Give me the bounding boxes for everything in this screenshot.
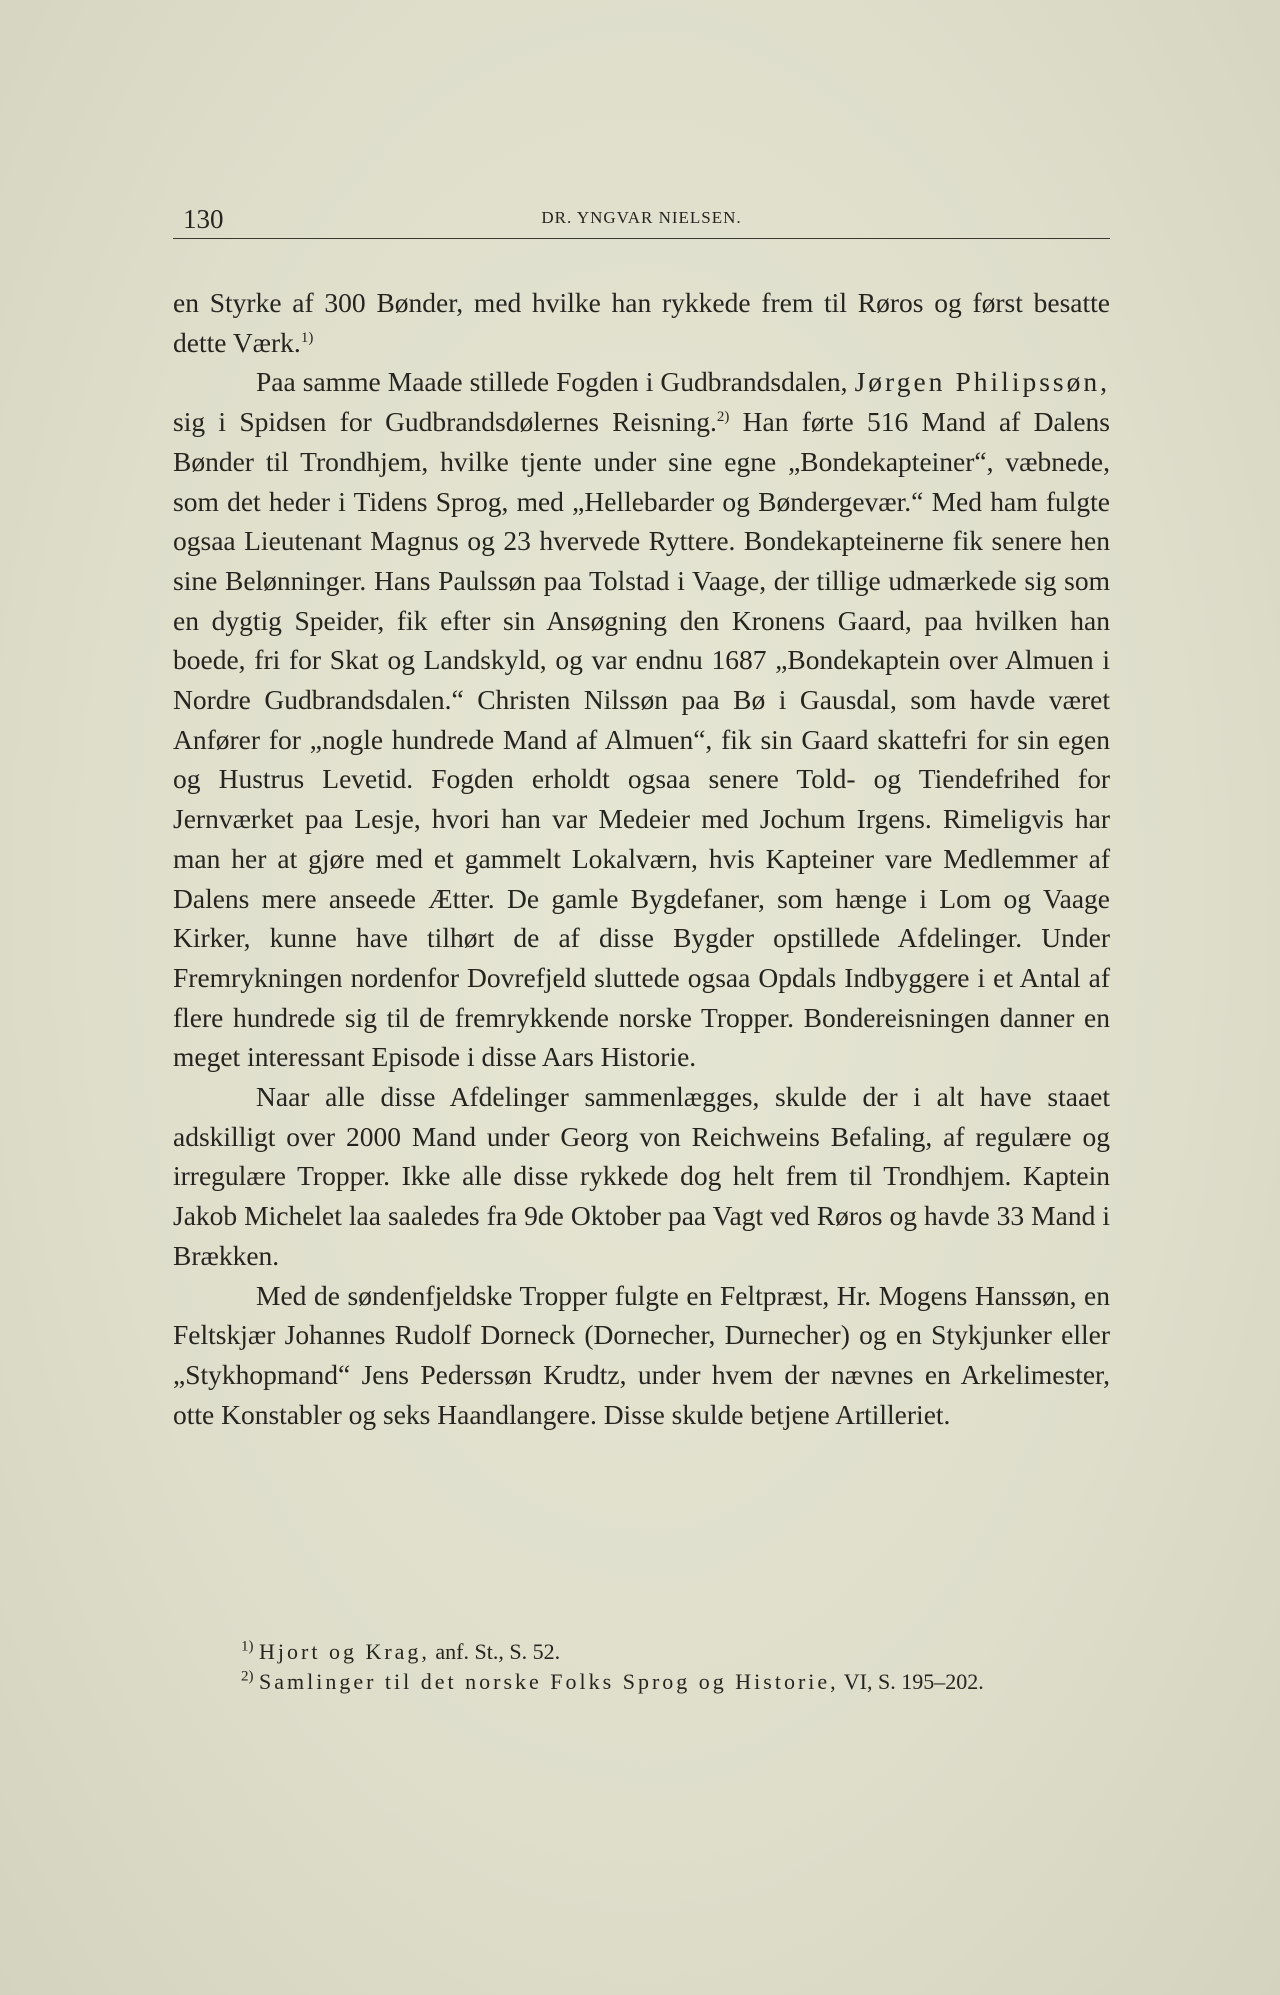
page-number: 130: [183, 204, 224, 234]
footnote-ref-1: 1): [300, 329, 314, 346]
body-text: [173, 283, 1110, 1434]
footnote-1-mark: 1): [241, 1638, 254, 1655]
footnote-2-text: VI, S. 195–202.: [843, 1669, 984, 1694]
page-header: [173, 200, 1110, 239]
footnote-1-authors: Hjort og Krag,: [259, 1639, 430, 1664]
running-head: DR. YNGVAR NIELSEN.: [541, 208, 742, 227]
paragraph-2-text-a: Paa samme Maade stillede Fogden i Gudbrandsdalen,: [256, 366, 848, 398]
footnote-2-mark: 2): [241, 1668, 254, 1685]
paragraph-4: Med de søndenfjeldske Tropper fulgte en Feltpræst, Hr. Mogens Hanssøn, en Feltskjær Johannes Rudolf Dorneck (Dornecher, Durnecher) og en Stykjunker eller „Stykhopmand“ Jens Pederssøn Krudtz, under hvem der nævnes en Arkelimester, otte Konstabler og seks Haandlangere. Disse skulde betjene Artilleriet.: [173, 1279, 1110, 1430]
footnote-ref-2: 2): [716, 408, 730, 425]
footnotes: [173, 1637, 1110, 1697]
paragraph-3: Naar alle disse Afdelinger sammenlægges, skulde der i alt have staaet adskilligt over 2000 Mand under Georg von Reichweins Befaling, af regulære og irregulære Tropper. Ikke alle disse rykkede dog helt frem til Trondhjem. Kaptein Jakob Michelet laa saaledes fra 9de Oktober paa Vagt ved Røros og havde 33 Mand i Brækken.: [173, 1081, 1110, 1271]
paragraph-2-text-c: Han førte 516 Mand af Dalens Bønder til Trondhjem, hvilke tjente under sine egne „Bondekapteiner“, væbnede, som det heder i Tidens Sprog, med „Hellebarder og Bøndergevær.“ Med ham fulgte ogsaa Lieutenant Magnus og 23 hvervede Ryttere. Bondekapteinerne fik senere hen sine Belønninger. Hans Paulssøn paa Tolstad i Vaage, der tillige udmærkede sig som en dygtig Speider, fik efter sin Ansøgning den Kronens Gaard, paa hvilken han boede, fri for Skat og Landskyld, og var endnu 1687 „Bondekaptein over Almuen i Nordre Gudbrandsdalen.“ Christen Nilssøn paa Bø i Gausdal, som havde været Anfører for „nogle hundrede Mand af Almuen“, fik sin Gaard skattefri for sin egen og Hustrus Levetid. Fogden erholdt ogsaa senere Told- og Tiendefrihed for Jernværket paa Lesje, hvori han var Medeier med Jochum Irgens. Rimeligvis har man her at gjøre med et gammelt Lokalværn, hvis Kapteiner vare Medlemmer af Dalens mere anseede Ætter. De gamle Bygdefaner, som hænge i Lom og Vaage Kirker, kunne have tilhørt de af disse Bygder opstillede Afdelinger. Under Fremrykningen nordenfor Dovrefjeld sluttede ogsaa Opdals Indbyggere i et Antal af flere hundrede sig til de fremrykkende norske Tropper. Bondereisningen danner en meget interessant Episode i disse Aars Historie.: [173, 406, 1110, 1073]
paragraph-1-text: en Styrke af 300 Bønder, med hvilke han rykkede frem til Røros og først besatte dette Værk.: [173, 287, 1110, 358]
footnote-2-title: Samlinger til det norske Folks Sprog og Historie,: [259, 1669, 839, 1694]
paragraph-1: [173, 283, 1110, 362]
footnote-2: [173, 1667, 1110, 1697]
footnote-1: [173, 1637, 1110, 1667]
paragraph-2: [173, 362, 1110, 1077]
spaced-name: Jørgen Philipssøn,: [854, 366, 1110, 398]
footnote-1-text: anf. St., S. 52.: [435, 1639, 561, 1664]
paragraph-2-text-b: sig i Spidsen for Gudbrandsdølernes Reisning.: [173, 406, 717, 438]
